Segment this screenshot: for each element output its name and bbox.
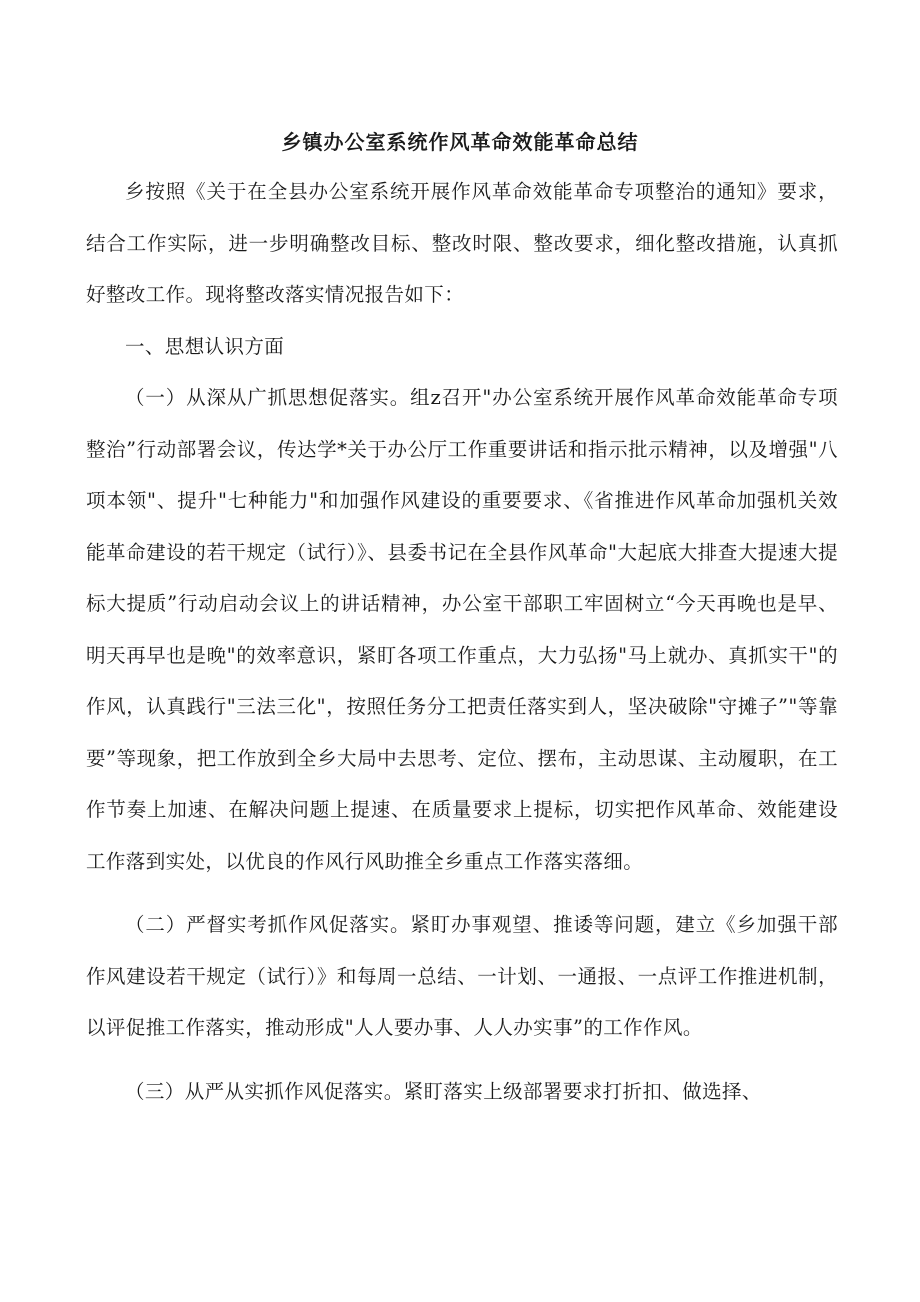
document-body — [86, 166, 838, 1117]
paragraph-gap — [86, 1054, 838, 1066]
paragraph-item-1: （一）从深从广抓思想促落实。组z召开"办公室系统开展作风革命效能革命专项整治”行动部署会议，传达学*关于办公厅工作重要讲话和指示批示精神，以及增强"八项本领"、提升"七种能力"和加强作风建设的重要要求、《省推进作风革命加强机关效能革命建设的若干规定（试行）》、县委书记在全县作风革命"大起底大排查大提速大提标大提质”行动启动会议上的讲话精神，办公室干部职工牢固树立“今天再晚也是早、明天再早也是晚"的效率意识，紧盯各项工作重点，大力弘扬"马上就办、真抓实干"的作风，认真践行"三法三化"，按照任务分工把责任落实到人，坚决破除"守摊子”"等靠要”等现象，把工作放到全乡大局中去思考、定位、摆布，主动思谋、主动履职，在工作节奏上加速、在解决问题上提速、在质量要求上提标，切实把作风革命、效能建设工作落到实处，以优良的作风行风助推全乡重点工作落实落细。 — [86, 386, 838, 873]
paragraph-item-3: （三）从严从实抓作风促落实。紧盯落实上级部署要求打折扣、做选择、 — [125, 1079, 762, 1103]
paragraph-gap — [86, 887, 838, 899]
paragraph-item-2: （二）严督实考抓作风促落实。紧盯办事观望、推诿等问题，建立《乡加强干部作风建设若干规定（试行）》和每周一总结、一计划、一通报、一点评工作推进机制，以评促推工作落实，推动形成"人人要办事、人人办实事”的工作作风。 — [86, 913, 838, 1039]
paragraph-intro: 乡按照《关于在全县办公室系统开展作风革命效能革命专项整治的通知》要求，结合工作实际，进一步明确整改目标、整改时限、整改要求，细化整改措施，认真抓好整改工作。现将整改落实情况报告如下： — [86, 180, 838, 306]
section-heading-thinking: 一、思想认识方面 — [125, 334, 285, 358]
document-title: 乡镇办公室系统作风革命效能革命总结 — [281, 130, 639, 154]
